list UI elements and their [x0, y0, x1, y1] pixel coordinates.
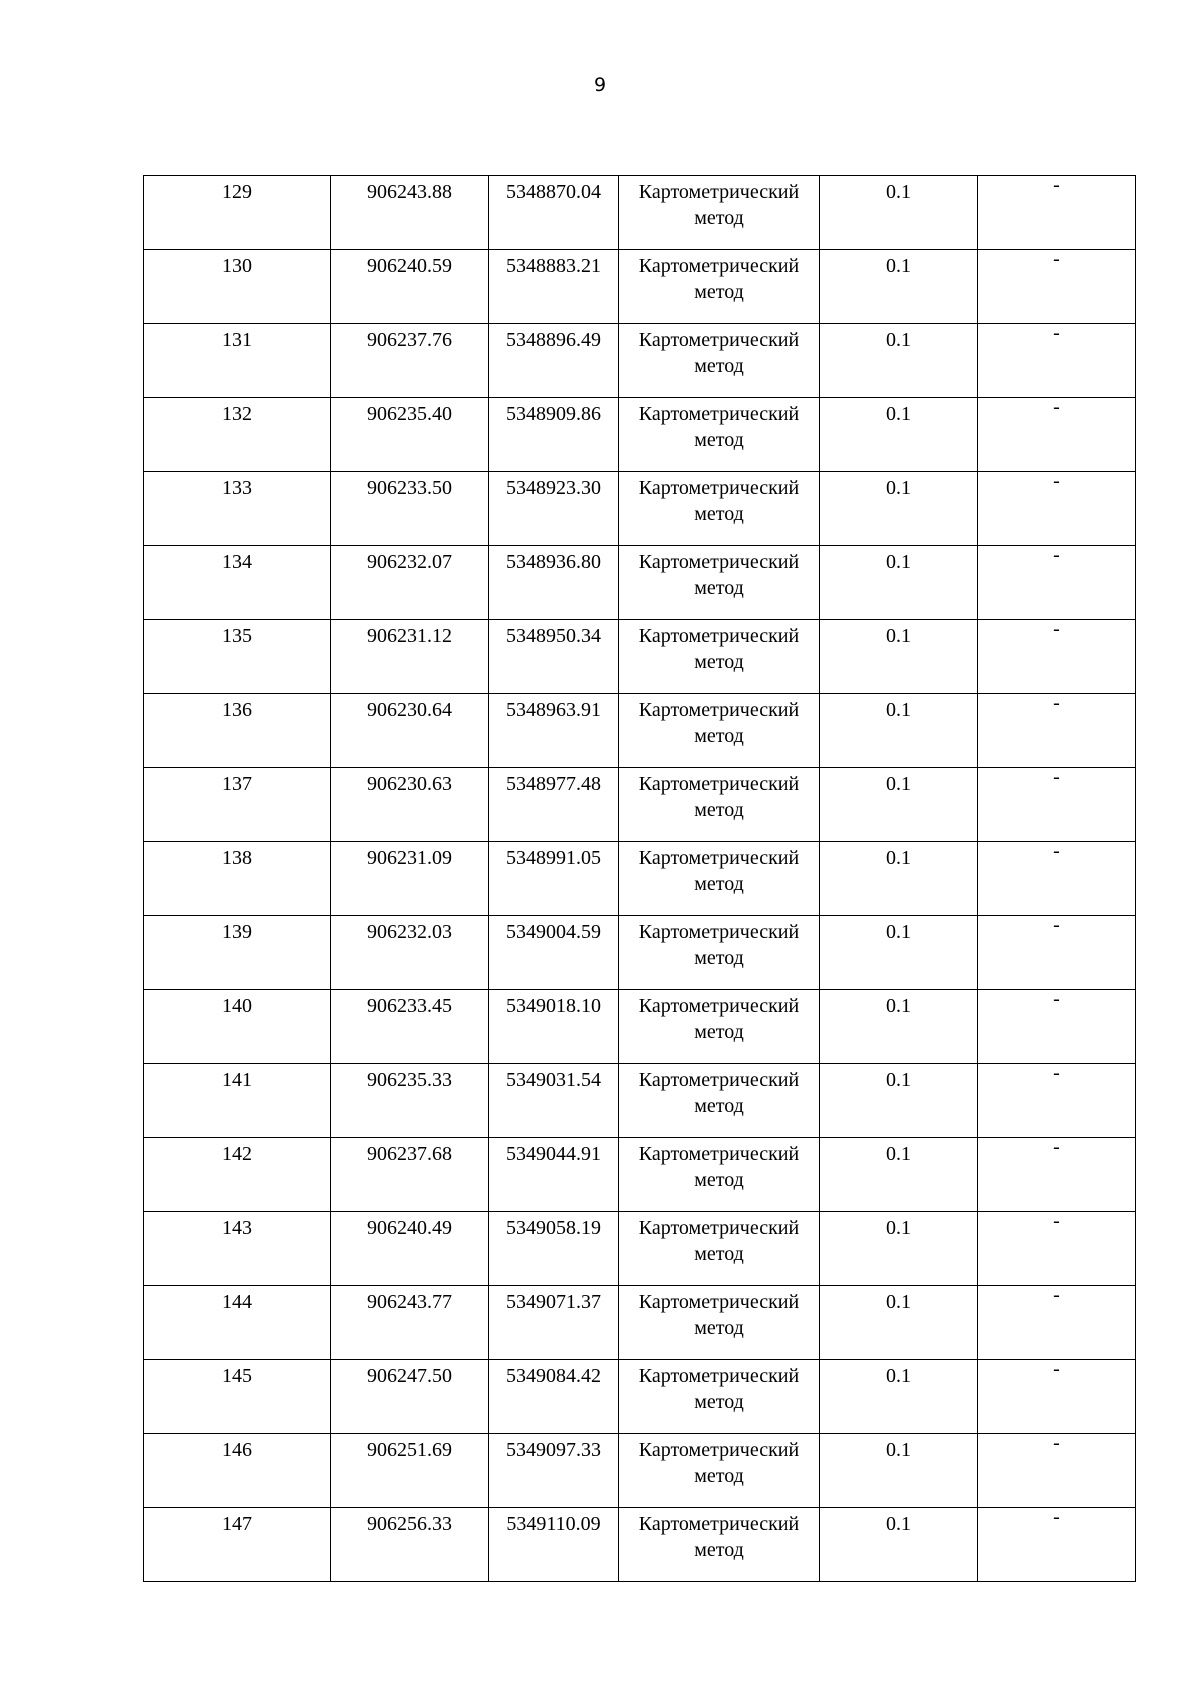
accuracy-cell-text: 0.1: [886, 995, 911, 1017]
point-number-cell-text: 146: [222, 1439, 252, 1461]
method-cell-text: Картометрический метод: [638, 1291, 800, 1339]
note-cell: [978, 1138, 1136, 1212]
note-cell-text: -: [1053, 1358, 1060, 1380]
coordinate-x-cell: [331, 250, 489, 324]
accuracy-cell-text: 0.1: [886, 921, 911, 943]
coordinate-x-cell-text: 906243.77: [367, 1291, 452, 1313]
coordinate-y-cell-text: 5348870.04: [506, 181, 601, 203]
accuracy-cell-text: 0.1: [886, 403, 911, 425]
method-cell: [619, 1508, 820, 1582]
coordinate-y-cell-text: 5349031.54: [506, 1069, 601, 1091]
table-row: [144, 694, 1136, 768]
coordinates-table-body: [144, 176, 1136, 1582]
method-cell-text: Картометрический метод: [638, 921, 800, 969]
coordinate-x-cell-text: 906235.40: [367, 403, 452, 425]
coordinate-y-cell: [489, 990, 619, 1064]
coordinate-y-cell: [489, 1286, 619, 1360]
note-cell: [978, 398, 1136, 472]
table-row: [144, 990, 1136, 1064]
point-number-cell: [144, 324, 331, 398]
point-number-cell-text: 145: [222, 1365, 252, 1387]
table-row: [144, 176, 1136, 250]
coordinate-x-cell-text: 906231.09: [367, 847, 452, 869]
accuracy-cell-text: 0.1: [886, 1217, 911, 1239]
method-cell: [619, 250, 820, 324]
accuracy-cell: [820, 1064, 978, 1138]
method-cell-text: Картометрический метод: [638, 773, 800, 821]
table-row: [144, 546, 1136, 620]
point-number-cell: [144, 1212, 331, 1286]
coordinate-y-cell-text: 5349044.91: [506, 1143, 601, 1165]
coordinate-y-cell-text: 5349084.42: [506, 1365, 601, 1387]
coordinate-y-cell-text: 5348950.34: [506, 625, 601, 647]
coordinate-x-cell: [331, 842, 489, 916]
table-row: [144, 768, 1136, 842]
coordinate-y-cell-text: 5349058.19: [506, 1217, 601, 1239]
accuracy-cell: [820, 916, 978, 990]
method-cell-text: Картометрический метод: [638, 403, 800, 451]
note-cell: [978, 1212, 1136, 1286]
accuracy-cell-text: 0.1: [886, 329, 911, 351]
point-number-cell-text: 129: [222, 181, 252, 203]
coordinate-x-cell: [331, 1064, 489, 1138]
table-row: [144, 1286, 1136, 1360]
accuracy-cell: [820, 398, 978, 472]
method-cell-text: Картометрический метод: [638, 255, 800, 303]
coordinate-x-cell: [331, 1138, 489, 1212]
coordinate-y-cell-text: 5348991.05: [506, 847, 601, 869]
accuracy-cell-text: 0.1: [886, 477, 911, 499]
method-cell: [619, 1434, 820, 1508]
accuracy-cell: [820, 1508, 978, 1582]
accuracy-cell-text: 0.1: [886, 1439, 911, 1461]
coordinate-y-cell-text: 5348936.80: [506, 551, 601, 573]
accuracy-cell: [820, 1434, 978, 1508]
point-number-cell-text: 133: [222, 477, 252, 499]
coordinate-y-cell-text: 5348963.91: [506, 699, 601, 721]
point-number-cell-text: 141: [222, 1069, 252, 1091]
coordinate-y-cell-text: 5348977.48: [506, 773, 601, 795]
coordinate-y-cell: [489, 324, 619, 398]
coordinate-y-cell: [489, 694, 619, 768]
accuracy-cell: [820, 176, 978, 250]
note-cell-text: -: [1053, 544, 1060, 566]
point-number-cell: [144, 990, 331, 1064]
coordinate-x-cell: [331, 990, 489, 1064]
note-cell-text: -: [1053, 766, 1060, 788]
method-cell-text: Картометрический метод: [638, 329, 800, 377]
coordinate-x-cell: [331, 176, 489, 250]
point-number-cell-text: 142: [222, 1143, 252, 1165]
note-cell: [978, 620, 1136, 694]
point-number-cell: [144, 1064, 331, 1138]
note-cell-text: -: [1053, 322, 1060, 344]
coordinate-x-cell: [331, 768, 489, 842]
method-cell: [619, 472, 820, 546]
coordinate-y-cell-text: 5348923.30: [506, 477, 601, 499]
accuracy-cell-text: 0.1: [886, 551, 911, 573]
coordinate-x-cell-text: 906237.68: [367, 1143, 452, 1165]
coordinate-x-cell: [331, 916, 489, 990]
accuracy-cell: [820, 546, 978, 620]
note-cell: [978, 546, 1136, 620]
point-number-cell: [144, 472, 331, 546]
note-cell-text: -: [1053, 988, 1060, 1010]
point-number-cell: [144, 768, 331, 842]
coordinate-y-cell: [489, 842, 619, 916]
coordinate-x-cell: [331, 324, 489, 398]
coordinate-y-cell: [489, 472, 619, 546]
coordinate-x-cell: [331, 1212, 489, 1286]
point-number-cell-text: 143: [222, 1217, 252, 1239]
note-cell: [978, 694, 1136, 768]
point-number-cell: [144, 842, 331, 916]
coordinate-x-cell: [331, 1360, 489, 1434]
coordinate-x-cell-text: 906233.50: [367, 477, 452, 499]
coordinate-y-cell: [489, 620, 619, 694]
method-cell-text: Картометрический метод: [638, 1069, 800, 1117]
point-number-cell: [144, 546, 331, 620]
note-cell: [978, 990, 1136, 1064]
accuracy-cell-text: 0.1: [886, 1143, 911, 1165]
method-cell: [619, 990, 820, 1064]
accuracy-cell: [820, 1138, 978, 1212]
method-cell-text: Картометрический метод: [638, 1143, 800, 1191]
coordinate-y-cell: [489, 176, 619, 250]
method-cell: [619, 694, 820, 768]
point-number-cell: [144, 398, 331, 472]
coordinate-y-cell: [489, 768, 619, 842]
accuracy-cell: [820, 620, 978, 694]
accuracy-cell: [820, 1360, 978, 1434]
table-row: [144, 1434, 1136, 1508]
point-number-cell-text: 138: [222, 847, 252, 869]
coordinate-x-cell-text: 906235.33: [367, 1069, 452, 1091]
point-number-cell: [144, 916, 331, 990]
method-cell: [619, 1064, 820, 1138]
coordinate-y-cell: [489, 398, 619, 472]
method-cell: [619, 176, 820, 250]
note-cell: [978, 472, 1136, 546]
method-cell-text: Картометрический метод: [638, 1439, 800, 1487]
accuracy-cell: [820, 250, 978, 324]
note-cell: [978, 250, 1136, 324]
note-cell: [978, 1286, 1136, 1360]
accuracy-cell: [820, 324, 978, 398]
method-cell: [619, 1138, 820, 1212]
point-number-cell-text: 139: [222, 921, 252, 943]
point-number-cell: [144, 176, 331, 250]
accuracy-cell: [820, 842, 978, 916]
method-cell-text: Картометрический метод: [638, 1513, 800, 1561]
note-cell: [978, 768, 1136, 842]
method-cell: [619, 1360, 820, 1434]
point-number-cell: [144, 250, 331, 324]
note-cell-text: -: [1053, 248, 1060, 270]
method-cell: [619, 1286, 820, 1360]
coordinate-x-cell-text: 906233.45: [367, 995, 452, 1017]
method-cell: [619, 620, 820, 694]
coordinate-y-cell-text: 5348883.21: [506, 255, 601, 277]
coordinate-x-cell-text: 906237.76: [367, 329, 452, 351]
point-number-cell-text: 132: [222, 403, 252, 425]
table-row: [144, 1508, 1136, 1582]
note-cell: [978, 1434, 1136, 1508]
coordinate-x-cell-text: 906240.59: [367, 255, 452, 277]
method-cell-text: Картометрический метод: [638, 477, 800, 525]
point-number-cell-text: 147: [222, 1513, 252, 1535]
point-number-cell: [144, 1508, 331, 1582]
coordinate-x-cell: [331, 694, 489, 768]
table-row: [144, 916, 1136, 990]
table-row: [144, 250, 1136, 324]
method-cell-text: Картометрический метод: [638, 1365, 800, 1413]
point-number-cell-text: 137: [222, 773, 252, 795]
table-row: [144, 1064, 1136, 1138]
table-row: [144, 620, 1136, 694]
page-number: 9: [593, 74, 607, 96]
note-cell-text: -: [1053, 1284, 1060, 1306]
note-cell-text: -: [1053, 1136, 1060, 1158]
coordinate-y-cell: [489, 916, 619, 990]
coordinate-y-cell: [489, 1212, 619, 1286]
coordinate-x-cell-text: 906251.69: [367, 1439, 452, 1461]
point-number-cell-text: 136: [222, 699, 252, 721]
table-row: [144, 842, 1136, 916]
note-cell: [978, 1064, 1136, 1138]
table-row: [144, 1360, 1136, 1434]
method-cell: [619, 546, 820, 620]
note-cell-text: -: [1053, 1432, 1060, 1454]
note-cell-text: -: [1053, 470, 1060, 492]
accuracy-cell-text: 0.1: [886, 847, 911, 869]
note-cell: [978, 842, 1136, 916]
point-number-cell: [144, 1360, 331, 1434]
coordinate-y-cell-text: 5348909.86: [506, 403, 601, 425]
coordinate-x-cell-text: 906230.63: [367, 773, 452, 795]
coordinate-y-cell-text: 5349097.33: [506, 1439, 601, 1461]
note-cell: [978, 176, 1136, 250]
coordinate-x-cell-text: 906230.64: [367, 699, 452, 721]
coordinate-y-cell: [489, 250, 619, 324]
coordinate-x-cell-text: 906232.07: [367, 551, 452, 573]
method-cell: [619, 768, 820, 842]
accuracy-cell-text: 0.1: [886, 1069, 911, 1091]
coordinate-x-cell: [331, 1508, 489, 1582]
method-cell: [619, 1212, 820, 1286]
point-number-cell: [144, 694, 331, 768]
note-cell-text: -: [1053, 1210, 1060, 1232]
coordinate-y-cell: [489, 1360, 619, 1434]
coordinate-y-cell-text: 5349004.59: [506, 921, 601, 943]
coordinate-x-cell-text: 906247.50: [367, 1365, 452, 1387]
note-cell: [978, 1360, 1136, 1434]
note-cell-text: -: [1053, 396, 1060, 418]
table-row: [144, 1212, 1136, 1286]
note-cell-text: -: [1053, 692, 1060, 714]
coordinate-y-cell: [489, 1138, 619, 1212]
coordinate-y-cell: [489, 1064, 619, 1138]
note-cell: [978, 324, 1136, 398]
note-cell: [978, 916, 1136, 990]
method-cell-text: Картометрический метод: [638, 699, 800, 747]
accuracy-cell: [820, 990, 978, 1064]
point-number-cell-text: 134: [222, 551, 252, 573]
point-number-cell: [144, 620, 331, 694]
table-row: [144, 398, 1136, 472]
method-cell-text: Картометрический метод: [638, 181, 800, 229]
method-cell-text: Картометрический метод: [638, 847, 800, 895]
method-cell-text: Картометрический метод: [638, 625, 800, 673]
note-cell-text: -: [1053, 1506, 1060, 1528]
note-cell-text: -: [1053, 840, 1060, 862]
accuracy-cell: [820, 694, 978, 768]
coordinate-x-cell-text: 906243.88: [367, 181, 452, 203]
accuracy-cell-text: 0.1: [886, 625, 911, 647]
method-cell-text: Картометрический метод: [638, 551, 800, 599]
coordinate-x-cell-text: 906231.12: [367, 625, 452, 647]
coordinate-x-cell: [331, 1286, 489, 1360]
point-number-cell: [144, 1434, 331, 1508]
note-cell-text: -: [1053, 1062, 1060, 1084]
coordinate-y-cell-text: 5349018.10: [506, 995, 601, 1017]
coordinate-x-cell-text: 906240.49: [367, 1217, 452, 1239]
coordinate-y-cell: [489, 1434, 619, 1508]
coordinate-x-cell-text: 906232.03: [367, 921, 452, 943]
table-row: [144, 472, 1136, 546]
coordinate-x-cell: [331, 398, 489, 472]
point-number-cell-text: 131: [222, 329, 252, 351]
accuracy-cell-text: 0.1: [886, 1291, 911, 1313]
coordinate-x-cell-text: 906256.33: [367, 1513, 452, 1535]
note-cell-text: -: [1053, 174, 1060, 196]
note-cell-text: -: [1053, 914, 1060, 936]
accuracy-cell: [820, 472, 978, 546]
accuracy-cell-text: 0.1: [886, 699, 911, 721]
accuracy-cell: [820, 1286, 978, 1360]
table-row: [144, 324, 1136, 398]
accuracy-cell-text: 0.1: [886, 1513, 911, 1535]
accuracy-cell-text: 0.1: [886, 181, 911, 203]
method-cell-text: Картометрический метод: [638, 1217, 800, 1265]
accuracy-cell-text: 0.1: [886, 773, 911, 795]
coordinates-table: [143, 175, 1136, 1582]
coordinate-y-cell-text: 5349110.09: [506, 1513, 601, 1535]
accuracy-cell-text: 0.1: [886, 255, 911, 277]
method-cell-text: Картометрический метод: [638, 995, 800, 1043]
accuracy-cell-text: 0.1: [886, 1365, 911, 1387]
method-cell: [619, 916, 820, 990]
coordinate-x-cell: [331, 546, 489, 620]
method-cell: [619, 324, 820, 398]
note-cell: [978, 1508, 1136, 1582]
point-number-cell-text: 144: [222, 1291, 252, 1313]
coordinate-y-cell-text: 5349071.37: [506, 1291, 601, 1313]
point-number-cell-text: 130: [222, 255, 252, 277]
coordinate-y-cell: [489, 1508, 619, 1582]
accuracy-cell: [820, 768, 978, 842]
coordinate-x-cell: [331, 1434, 489, 1508]
table-row: [144, 1138, 1136, 1212]
point-number-cell-text: 135: [222, 625, 252, 647]
coordinate-x-cell: [331, 620, 489, 694]
note-cell-text: -: [1053, 618, 1060, 640]
accuracy-cell: [820, 1212, 978, 1286]
point-number-cell: [144, 1138, 331, 1212]
method-cell: [619, 398, 820, 472]
point-number-cell: [144, 1286, 331, 1360]
method-cell: [619, 842, 820, 916]
coordinate-y-cell: [489, 546, 619, 620]
coordinate-x-cell: [331, 472, 489, 546]
coordinate-y-cell-text: 5348896.49: [506, 329, 601, 351]
point-number-cell-text: 140: [222, 995, 252, 1017]
